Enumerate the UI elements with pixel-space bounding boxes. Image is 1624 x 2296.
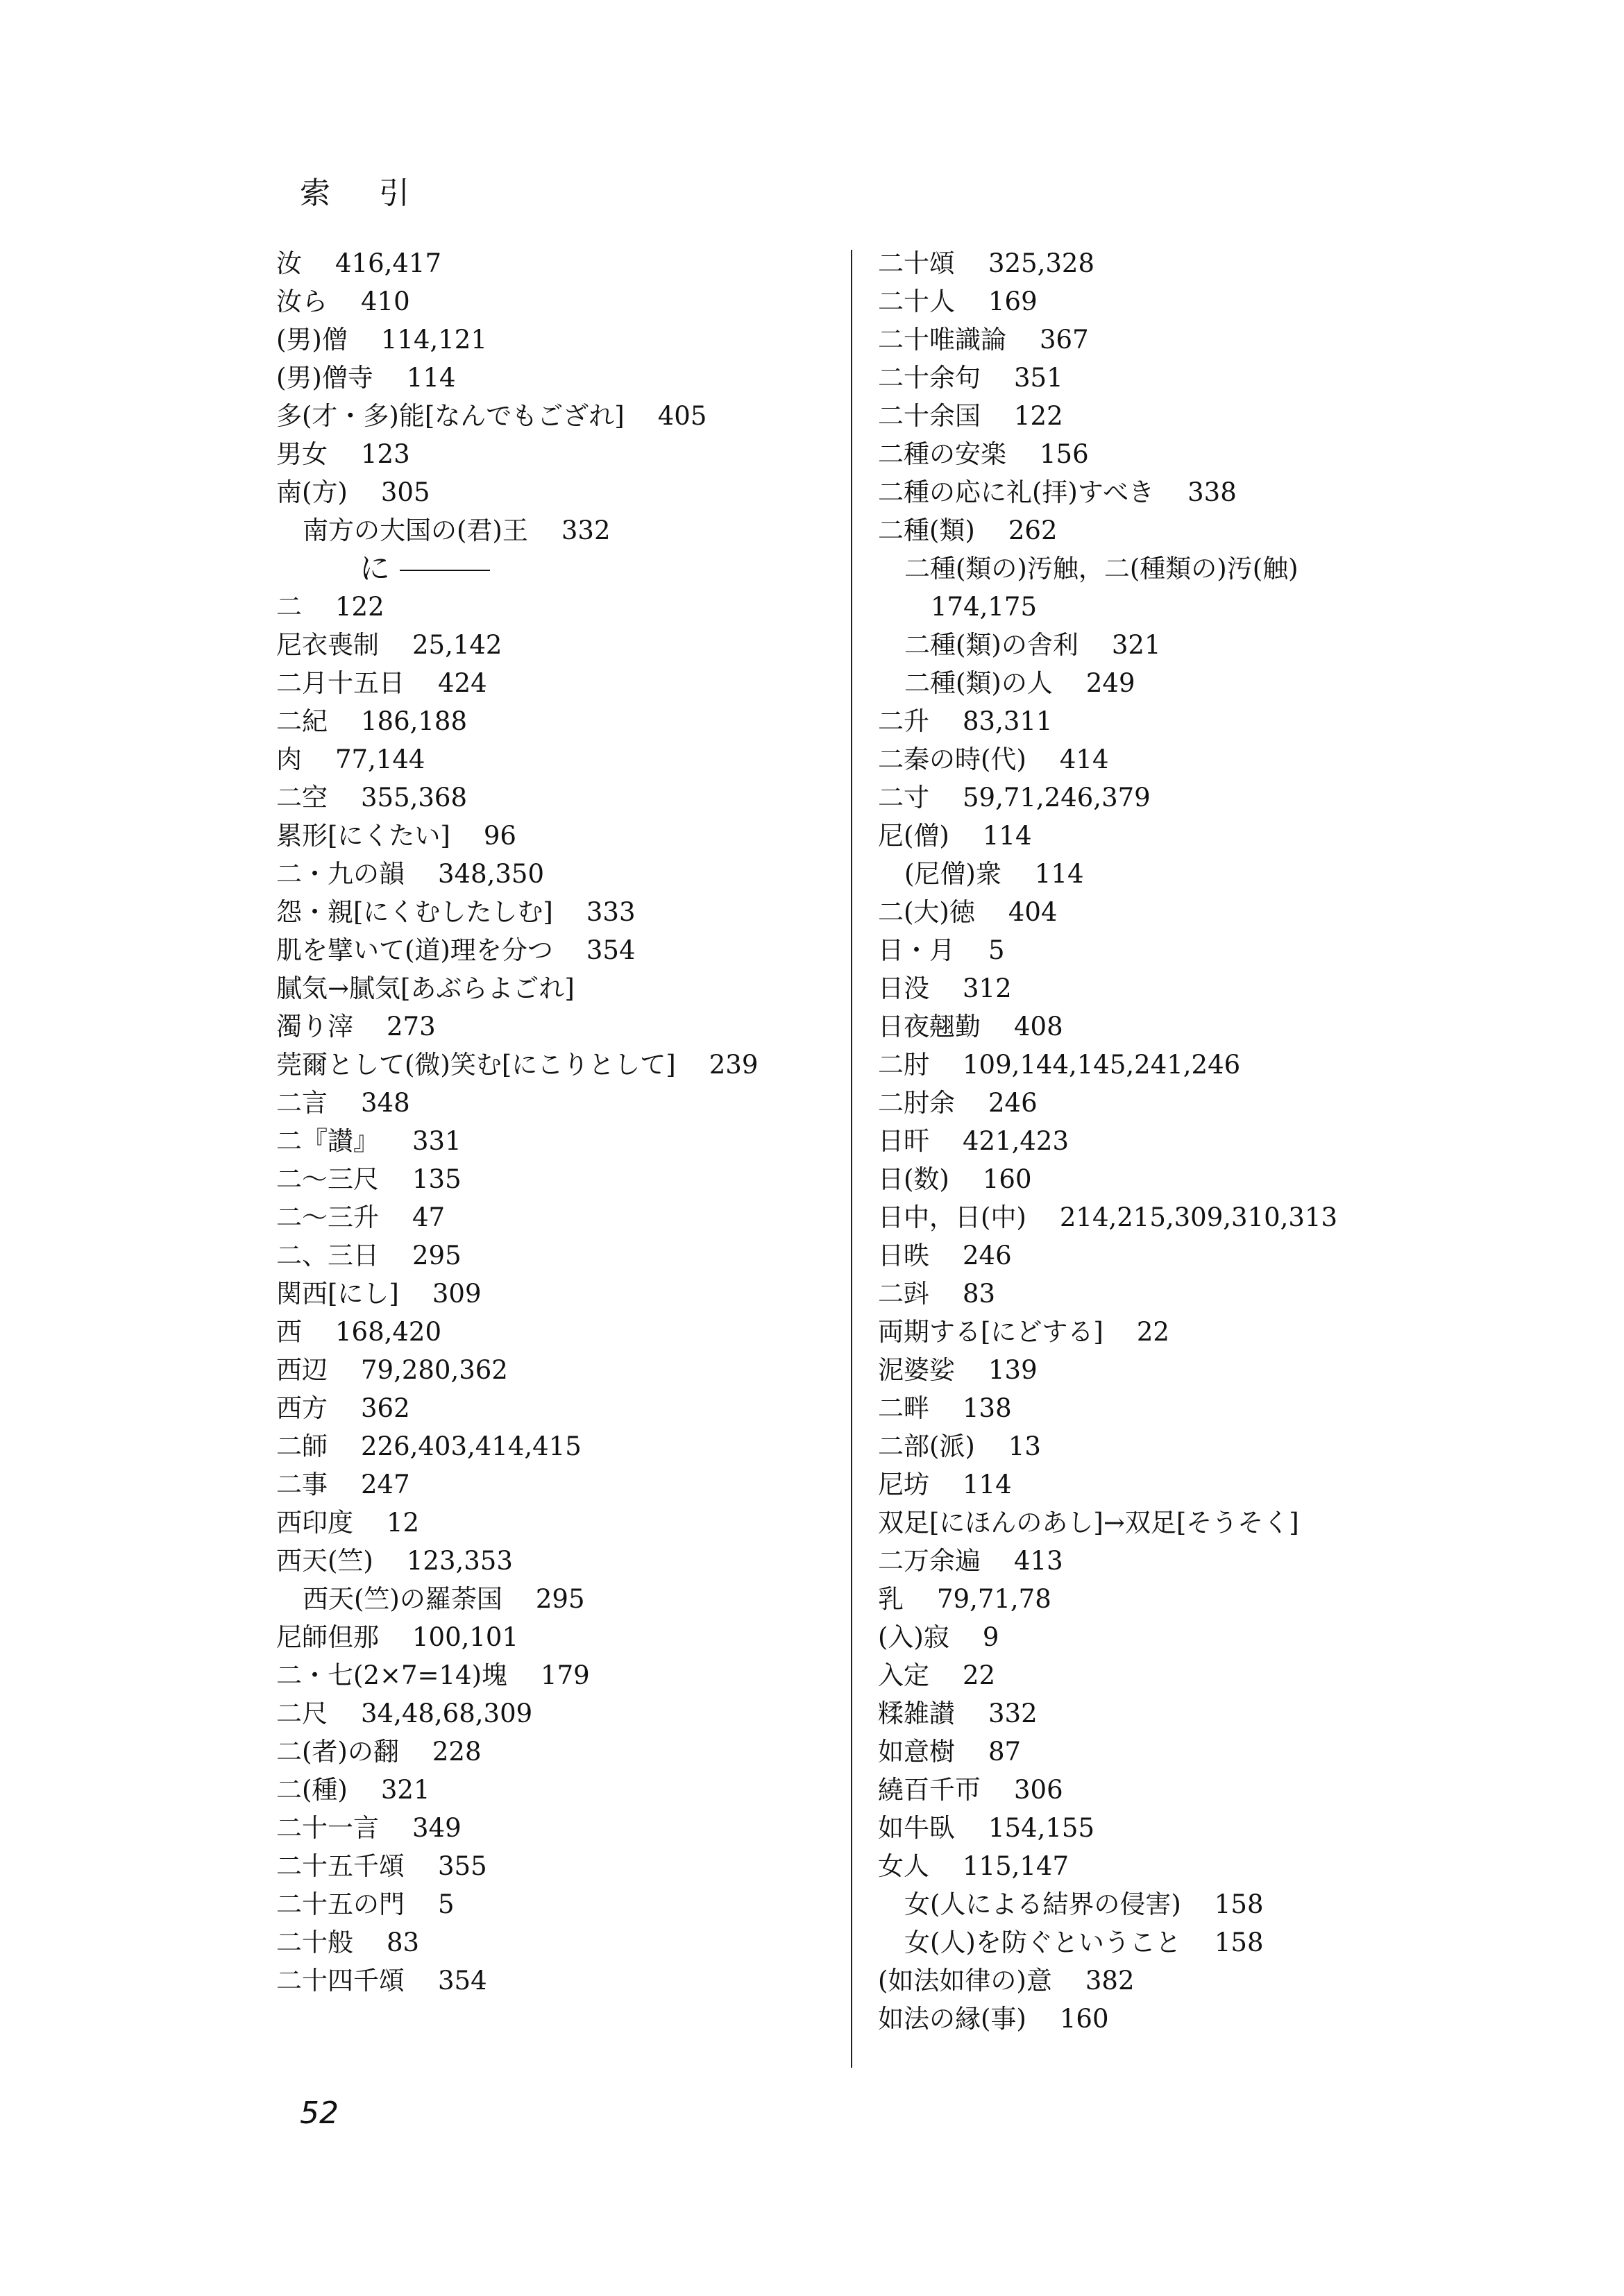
entry-term: 濁り滓 [276,1012,353,1041]
entry-term: 男女 [276,439,328,469]
entry-term: 女(人による結界の侵害) [904,1889,1181,1919]
entry-term: 日旰 [878,1126,929,1156]
entry-pages: 226,403,414,415 [361,1431,582,1461]
index-entry [878,1733,1572,1771]
entry-term: 二言 [276,1088,328,1118]
entry-term: 二十五千頌 [276,1851,405,1881]
entry-pages: 83,311 [963,706,1053,736]
index-entry [878,1160,1572,1198]
entry-term: 肉 [276,745,302,774]
entry-pages: 305 [380,477,430,507]
entry-term: 女(人)を防ぐということ [904,1928,1181,1957]
index-entry [276,321,845,359]
entry-term: 二～三升 [276,1202,379,1232]
index-entry [878,321,1572,359]
index-entry [276,1847,845,1885]
entry-pages: 138 [963,1393,1012,1423]
index-entry [878,1771,1572,1809]
left-entries-after [276,588,845,2000]
index-entry [276,817,845,855]
entry-term: 日夜翹勤 [878,1012,981,1041]
entry-pages: 404 [1008,897,1058,927]
entry-term: 二部(派) [878,1431,975,1461]
entry-pages: 59,71,246,379 [963,783,1151,813]
entry-term: 泥婆娑 [878,1355,955,1385]
entry-pages: 77,144 [335,745,425,774]
index-entry [276,1771,845,1809]
index-entry [878,1885,1572,1923]
entry-term: 多(才・多)能[なんでもござれ] [276,401,625,431]
index-entry [276,511,845,550]
entry-term: 二・七(2×7=14)塊 [276,1660,508,1690]
index-entry [878,435,1572,473]
entry-term: 肌を擘いて(道)理を分つ [276,935,553,965]
entry-term: (入)寂 [878,1622,949,1652]
entry-pages: 362 [361,1393,410,1423]
entry-term: 二(種) [276,1775,348,1805]
entry-pages: 325,328 [988,248,1095,278]
entry-term: 二事 [276,1470,328,1499]
index-entry [878,893,1572,931]
entry-term: 西印度 [276,1508,353,1538]
entry-term: 如牛臥 [878,1813,955,1843]
entry-pages: 114,121 [380,325,487,355]
entry-pages: 338 [1187,477,1237,507]
entry-pages: 5 [988,935,1005,965]
index-entry [276,1465,845,1504]
index-entry [276,1733,845,1771]
entry-term: 尼坊 [878,1470,929,1499]
entry-term: 入定 [878,1660,929,1690]
index-entry [276,1122,845,1160]
entry-term: 両期する[にどする] [878,1317,1103,1347]
index-entry [878,626,1572,664]
entry-term: 二万余遍 [878,1546,981,1576]
entry-term: 二十一言 [276,1813,379,1843]
entry-term: (男)僧寺 [276,363,373,393]
entry-term: 日没 [878,973,929,1003]
entry-term: 繞百千帀 [878,1775,981,1805]
entry-pages: 246 [963,1241,1012,1270]
left-column [276,244,845,2000]
index-entry [878,931,1572,969]
page-header [300,168,409,212]
entry-pages: 139 [988,1355,1038,1385]
entry-pages: 424 [438,668,487,698]
index-entry [878,1962,1572,2000]
entry-term: 二師 [276,1431,328,1461]
entry-pages: 246 [988,1088,1038,1118]
index-entry [878,1198,1572,1236]
entry-term: 日昳 [878,1241,929,1270]
entry-term: 二十頌 [878,248,955,278]
entry-pages: 22 [963,1660,996,1690]
index-entry [276,1809,845,1847]
index-entry [878,1809,1572,1847]
entry-term: 日(数) [878,1164,949,1194]
entry-term: 南(方) [276,477,348,507]
entry-term: 尼衣喪制 [276,630,379,660]
header-char-2: 引 [379,176,409,211]
entry-term: (男)僧 [276,325,348,355]
index-entry [878,1007,1572,1046]
entry-pages: 87 [988,1737,1022,1767]
entry-pages: 262 [1008,516,1058,545]
index-entry [878,1275,1572,1313]
entry-pages: 115,147 [963,1851,1069,1881]
entry-pages: 306 [1014,1775,1063,1805]
entry-pages: 321 [380,1775,430,1805]
entry-pages: 79,71,78 [937,1584,1051,1614]
index-entry [276,1275,845,1313]
entry-term: 女人 [878,1851,929,1881]
entry-pages: 12 [387,1508,420,1538]
entry-term: 二(者)の翻 [276,1737,399,1767]
entry-pages: 135 [412,1164,462,1194]
index-entry [276,1694,845,1733]
index-entry [878,1122,1572,1160]
entry-pages: 228 [432,1737,482,1767]
index-entry [276,588,845,626]
entry-pages: 122 [1014,401,1063,431]
index-entry [276,702,845,740]
entry-term: 二升 [878,706,929,736]
entry-pages: 25,142 [412,630,502,660]
index-entry [878,1465,1572,1504]
entry-term: 汝ら [276,287,328,316]
entry-term: 二十般 [276,1928,353,1957]
index-entry [276,359,845,397]
entry-term: 如意樹 [878,1737,955,1767]
entry-pages: 83 [387,1928,420,1957]
index-entry [276,931,845,969]
entry-pages: 160 [1059,2004,1109,2034]
entry-pages: 249 [1085,668,1135,698]
entry-term: 南方の大国の(君)王 [303,516,528,545]
index-entry [878,702,1572,740]
entry-pages: 47 [412,1202,446,1232]
entry-pages: 312 [963,973,1012,1003]
index-entry [276,1313,845,1351]
entry-pages: 158 [1214,1889,1264,1919]
entry-pages: 416,417 [335,248,442,278]
entry-term: 二種(類の)汚触，二(種類の)汚(触) [904,554,1299,584]
entry-term: 二肘余 [878,1088,955,1118]
right-column [878,244,1572,2038]
index-entry [878,1084,1572,1122]
entry-pages: 5 [438,1889,455,1919]
entry-term: (如法如律の)意 [878,1966,1052,1996]
entry-term: 尼師但那 [276,1622,379,1652]
entry-term: 二十四千頌 [276,1966,405,1996]
entry-term: 二空 [276,783,328,813]
index-entry [878,1580,1572,1618]
entry-pages: 160 [982,1164,1032,1194]
entry-term: 二十唯識論 [878,325,1006,355]
entry-term: 西方 [276,1393,328,1423]
entry-term: 怨・親[にくむしたしむ] [276,897,553,927]
entry-pages: 122 [335,592,384,622]
index-entry [878,359,1572,397]
entry-term: 膩気→膩気[あぶらよごれ] [276,973,575,1003]
entry-pages: 186,188 [361,706,468,736]
index-entry [878,1542,1572,1580]
index-entry [276,397,845,435]
index-entry [878,1847,1572,1885]
entry-pages: 154,155 [988,1813,1095,1843]
entry-term: 累形[にくたい] [276,821,450,851]
entry-term: 二秦の時(代) [878,745,1026,774]
entry-pages: 169 [988,287,1038,316]
entry-pages: 382 [1085,1966,1135,1996]
entry-term: 二畔 [878,1393,929,1423]
entry-term: 如法の縁(事) [878,2004,1026,2034]
entry-term: (尼僧)衆 [904,859,1001,889]
index-entry [276,282,845,321]
entry-term: 西 [276,1317,302,1347]
entry-pages: 413 [1014,1546,1063,1576]
entry-pages: 321 [1111,630,1161,660]
entry-pages: 156 [1040,439,1089,469]
entry-term: 乳 [878,1584,904,1614]
entry-pages: 273 [387,1012,436,1041]
index-entry [276,1427,845,1465]
entry-pages: 13 [1008,1431,1041,1461]
entry-pages: 355,368 [361,783,468,813]
entry-pages: 421,423 [963,1126,1069,1156]
entry-term: 二紀 [276,706,328,736]
entry-term: 糅雑讃 [878,1699,955,1728]
entry-term: 二十余句 [878,363,981,393]
index-entry [878,1618,1572,1656]
entry-pages: 179 [541,1660,590,1690]
index-entry [878,969,1572,1007]
index-entry [276,1007,845,1046]
entry-term: 関西[にし] [276,1279,399,1309]
entry-pages: 83 [963,1279,996,1309]
entry-pages: 408 [1014,1012,1063,1041]
index-entry [878,1427,1572,1465]
index-entry [878,550,1572,588]
entry-term: 汝 [276,248,302,278]
entry-term: 西天(竺) [276,1546,373,1576]
entry-pages: 34,48,68,309 [361,1699,533,1728]
index-entry [878,511,1572,550]
index-entry [276,244,845,282]
entry-pages: 349 [412,1813,462,1843]
entry-pages: 109,144,145,241,246 [963,1050,1241,1080]
index-entry [878,1504,1572,1542]
index-entry [276,1160,845,1198]
index-entry [276,1618,845,1656]
entry-pages: 332 [988,1699,1038,1728]
section-heading-kana: に [360,551,390,586]
index-entry [878,664,1572,702]
index-entry [276,664,845,702]
entry-pages: 405 [657,401,707,431]
entry-pages: 214,215,309,310,313 [1059,1202,1338,1232]
entry-pages: 309 [432,1279,482,1309]
entry-term: 二十余国 [878,401,981,431]
entry-pages: 239 [709,1050,759,1080]
index-entry [878,1923,1572,1962]
entry-term: 二種(類) [878,516,975,545]
index-entry [878,1389,1572,1427]
entry-term: 二月十五日 [276,668,405,698]
entry-term: 二十五の門 [276,1889,405,1919]
column-divider [851,250,852,2068]
section-heading-ni [276,550,845,588]
index-entry [276,435,845,473]
entry-pages: 295 [535,1584,585,1614]
header-char-1: 索 [300,176,330,211]
entry-pages: 96 [483,821,516,851]
index-entry [276,1885,845,1923]
index-entry [276,740,845,779]
entry-pages: 114 [963,1470,1012,1499]
index-entry [276,969,845,1007]
entry-pages: 123,353 [406,1546,513,1576]
index-entry [276,1046,845,1084]
entry-pages: 354 [586,935,636,965]
entry-term: 二種(類)の舎利 [904,630,1079,660]
right-entries [878,244,1572,2038]
entry-pages: 114 [982,821,1032,851]
index-entry [276,855,845,893]
index-entry [276,1542,845,1580]
index-entry [878,1656,1572,1694]
index-entry [276,1084,845,1122]
entry-term: 二十人 [878,287,955,316]
entry-term: 二㪷 [878,1279,929,1309]
entry-term: 二・九の韻 [276,859,405,889]
entry-term: 二種の応に礼(拝)すべき [878,477,1155,507]
index-entry [878,740,1572,779]
entry-term: 二 [276,592,302,622]
index-entry [276,1580,845,1618]
entry-term: 二種の安楽 [878,439,1006,469]
index-entry [276,1656,845,1694]
index-entry [276,893,845,931]
entry-pages: 174,175 [931,592,1038,622]
entry-pages: 332 [561,516,611,545]
entry-pages: 295 [412,1241,462,1270]
index-entry [878,397,1572,435]
index-entry [878,817,1572,855]
entry-pages: 168,420 [335,1317,442,1347]
entry-pages: 9 [982,1622,999,1652]
index-entry [276,1962,845,2000]
index-entry [276,1923,845,1962]
entry-pages: 123 [361,439,410,469]
entry-pages: 410 [361,287,410,316]
index-entry [878,2000,1572,2038]
entry-term: 双足[にほんのあし]→双足[そうそく] [878,1508,1299,1538]
entry-term: 二種(類)の人 [904,668,1053,698]
index-entry [878,1694,1572,1733]
entry-pages: 114 [1034,859,1084,889]
index-entry [276,1236,845,1275]
entry-term: 二肘 [878,1050,929,1080]
entry-term: 二寸 [878,783,929,813]
left-entries-before [276,244,845,550]
index-entry [878,1313,1572,1351]
index-entry [878,1351,1572,1389]
index-entry [276,779,845,817]
index-entry [878,588,1572,626]
entry-term: 莞爾として(微)笑む[にこりとして] [276,1050,676,1080]
entry-term: 二(大)徳 [878,897,975,927]
entry-pages: 100,101 [412,1622,519,1652]
index-entry [276,1351,845,1389]
entry-pages: 414 [1059,745,1109,774]
entry-term: 日・月 [878,935,955,965]
entry-pages: 247 [361,1470,410,1499]
index-entry [878,1046,1572,1084]
entry-pages: 79,280,362 [361,1355,508,1385]
index-entry [276,1389,845,1427]
entry-term: 日中，日(中) [878,1202,1026,1232]
entry-term: 二『讃』 [276,1126,379,1156]
index-entry [878,473,1572,511]
index-entry [878,1236,1572,1275]
entry-pages: 158 [1214,1928,1264,1957]
entry-pages: 114 [406,363,456,393]
entry-pages: 355 [438,1851,487,1881]
entry-pages: 333 [586,897,636,927]
index-entry [276,626,845,664]
section-heading-rule [400,570,490,571]
page-number: 52 [300,2095,339,2131]
entry-term: 西辺 [276,1355,328,1385]
index-entry [276,473,845,511]
entry-term: 尼(僧) [878,821,949,851]
entry-pages: 354 [438,1966,487,1996]
entry-pages: 331 [412,1126,462,1156]
entry-pages: 22 [1136,1317,1169,1347]
index-entry [878,282,1572,321]
index-entry [878,779,1572,817]
index-entry [878,244,1572,282]
entry-term: 二、三日 [276,1241,379,1270]
entry-pages: 351 [1014,363,1063,393]
entry-term: 二～三尺 [276,1164,379,1194]
index-entry [878,855,1572,893]
entry-term: 二尺 [276,1699,328,1728]
entry-term: 西天(竺)の羅荼国 [303,1584,502,1614]
index-entry [276,1198,845,1236]
entry-pages: 367 [1040,325,1089,355]
entry-pages: 348 [361,1088,410,1118]
index-entry [276,1504,845,1542]
entry-pages: 348,350 [438,859,545,889]
